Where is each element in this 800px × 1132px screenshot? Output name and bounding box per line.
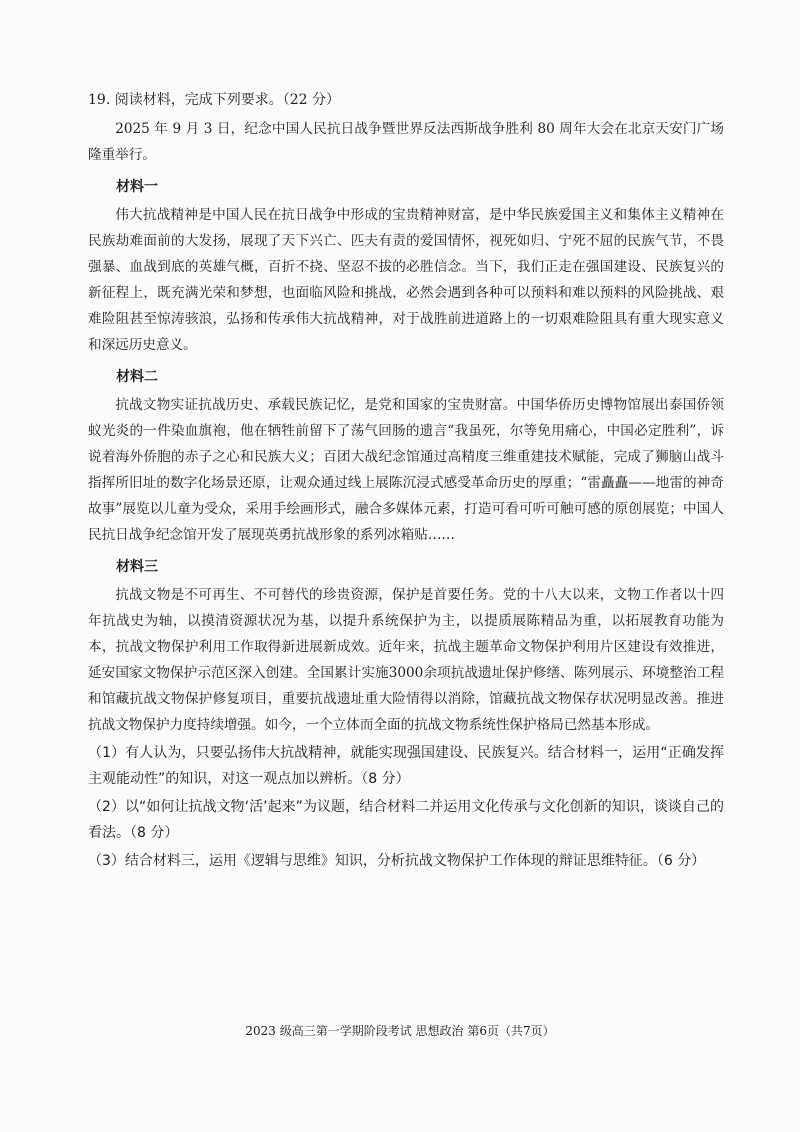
material-1 — [88, 174, 724, 358]
material-text: 抗战文物实证抗战历史、承载民族记忆，是党和国家的宝贵财富。中国华侨历史博物馆展出泰国侨领蚁光炎的一件染血旗袍，他在牺牲前留下了荡气回肠的遗言“我虽死，尔等免用痛心，中国必定胜利”，诉说着海外侨胞的赤子之心和民族大义；百团大战纪念馆通过高精度三维重建技术赋能，完成了狮脑山战斗指挥所旧址的数字化场景还原，让观众通过线上展陈沉浸式感受革命历史的厚重；“雷矗矗——地雷的神奇故事”展览以儿童为受众，采用手绘画形式，融合多媒体元素，打造可看可听可触可感的原创展览；中国人民抗日战争纪念馆开发了展现英勇抗战形象的系列冰箱贴…… — [88, 397, 724, 543]
material-title: 材料二 — [116, 369, 158, 385]
subquestion-1: （1）有人认为，只要弘扬伟大抗战精神，就能实现强国建设、民族复兴。结合材料一，运用“正确发挥主观能动性”的知识，对这一观点加以辨析。（8 分） — [88, 745, 724, 787]
page-footer: 2023 级高三第一学期阶段考试 思想政治 第6页（共7页） — [245, 1024, 555, 1038]
material-title: 材料三 — [116, 559, 158, 575]
question-intro: 2025 年 9 月 3 日，纪念中国人民抗日战争暨世界反法西斯战争胜利 80 周年大会在北京天安门广场隆重举行。 — [88, 121, 724, 163]
material-title: 材料一 — [116, 179, 158, 195]
subquestion-3: （3）结合材料三，运用《逻辑与思维》知识，分析抗战文物保护工作体现的辩证思维特征。（6 分） — [88, 853, 706, 869]
material-text: 伟大抗战精神是中国人民在抗日战争中形成的宝贵精神财富，是中华民族爱国主义和集体主义精神在民族劫难面前的大发扬，展现了天下兴亡、匹夫有责的爱国情怀，视死如归、宁死不屈的民族气节，不畏强暴、血战到底的英雄气概，百折不挠、坚忍不拔的必胜信念。当下，我们正走在强国建设、民族复兴的新征程上，既充满光荣和梦想，也面临风险和挑战，必然会遇到各种可以预料和难以预料的风险挑战、艰难险阻甚至惊涛骇浪，弘扬和传承伟大抗战精神，对于战胜前进道路上的一切艰难险阻具有重大现实意义和深远历史意义。 — [88, 207, 724, 353]
exam-page — [88, 88, 724, 874]
subquestion-2: （2）以“如何让抗战文物‘活’起来”为议题，结合材料二并运用文化传承与文化创新的知识，谈谈自己的看法。（8 分） — [88, 799, 724, 841]
material-text: 抗战文物是不可再生、不可替代的珍贵资源，保护是首要任务。党的十八大以来，文物工作者以十四年抗战史为轴，以摸清资源状况为基，以提升系统保护为主，以提质展陈精品为重，以拓展教育功能为本，抗战文物保护利用工作取得新进展新成效。近年来，抗战主题革命文物保护利用片区建设有效推进，延安国家文物保护示范区深入创建。全国累计实施3000余项抗战遗址保护修缮、陈列展示、环境整治工程和馆藏抗战文物保护修复项目，重要抗战遗址重大险情得以消除，馆藏抗战文物保存状况明显改善。推进抗战文物保护力度持续增强。如今，一个立体而全面的抗战文物系统性保护格局已然基本形成。 — [88, 587, 724, 733]
question-heading: 19. 阅读材料，完成下列要求。（22 分） — [88, 92, 340, 108]
material-3 — [88, 554, 724, 738]
material-2 — [88, 364, 724, 548]
